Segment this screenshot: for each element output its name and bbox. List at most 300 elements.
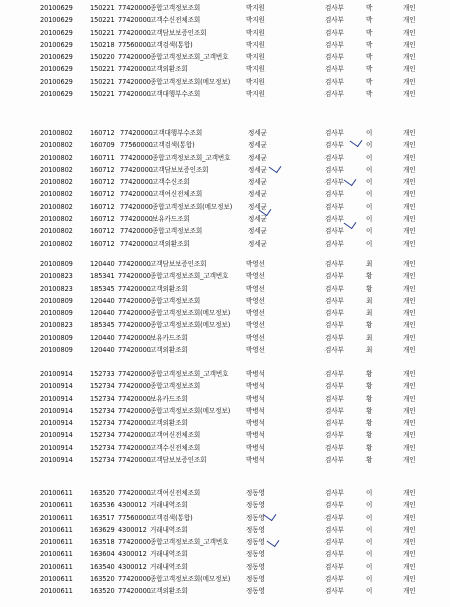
log-row bbox=[0, 573, 450, 585]
inquiry-type-cell: 종합고객정보조회 bbox=[150, 296, 201, 305]
date-cell: 20100914 bbox=[40, 370, 73, 378]
department-cell: 검사부 bbox=[325, 272, 344, 281]
inquiry-type-cell: 거래내역조회 bbox=[150, 550, 188, 559]
initial-cell: 황 bbox=[366, 443, 373, 452]
terminal-code-cell: 77420000 bbox=[118, 419, 151, 428]
inquiry-type-cell: 종합고객정보조회_고객번호 bbox=[150, 370, 229, 378]
department-cell: 검사부 bbox=[325, 16, 344, 25]
name-cell: 정동영 bbox=[246, 525, 265, 534]
log-section-2 bbox=[0, 127, 450, 250]
initial-cell: 이 bbox=[366, 202, 373, 211]
time-cell: 160712 bbox=[90, 202, 115, 211]
time-cell: 163604 bbox=[90, 550, 115, 559]
account-type-cell: 개인 bbox=[403, 333, 416, 342]
initial-cell: 황 bbox=[366, 394, 373, 403]
time-cell: 152734 bbox=[90, 406, 115, 415]
log-row bbox=[0, 39, 450, 51]
terminal-code-cell: 77420000 bbox=[120, 190, 153, 199]
name-cell: 정세균 bbox=[248, 165, 267, 174]
log-row bbox=[0, 127, 450, 139]
department-cell: 검사부 bbox=[325, 321, 344, 330]
inquiry-type-cell: 종합고객정보조회_고객번호 bbox=[150, 538, 229, 547]
terminal-code-cell: 77420000 bbox=[120, 129, 153, 137]
account-type-cell: 개인 bbox=[403, 419, 416, 428]
time-cell: 163536 bbox=[90, 501, 115, 510]
time-cell: 150221 bbox=[90, 77, 115, 86]
account-type-cell: 개인 bbox=[403, 575, 416, 584]
terminal-code-cell: 77420000 bbox=[118, 284, 151, 293]
department-cell: 검사부 bbox=[325, 346, 344, 355]
initial-cell: 이 bbox=[366, 489, 373, 497]
account-type-cell: 개인 bbox=[403, 215, 416, 224]
account-type-cell: 개인 bbox=[403, 90, 416, 99]
terminal-code-cell: 77420000 bbox=[118, 309, 151, 318]
account-type-cell: 개인 bbox=[403, 370, 416, 378]
initial-cell: 이 bbox=[366, 129, 373, 137]
initial-cell: 이 bbox=[366, 538, 373, 547]
inquiry-type-cell: 종합고객정보조회(메모정보) bbox=[150, 406, 231, 415]
name-cell: 정세균 bbox=[248, 178, 267, 187]
initial-cell: 이 bbox=[366, 550, 373, 559]
account-type-cell: 개인 bbox=[403, 346, 416, 355]
log-row bbox=[0, 76, 450, 88]
terminal-code-cell: 77420000 bbox=[118, 489, 151, 497]
log-row bbox=[0, 548, 450, 560]
account-type-cell: 개인 bbox=[403, 141, 416, 150]
date-cell: 20100629 bbox=[40, 16, 73, 25]
account-type-cell: 개인 bbox=[403, 587, 416, 596]
time-cell: 152734 bbox=[90, 394, 115, 403]
time-cell: 160709 bbox=[90, 141, 115, 150]
terminal-code-cell: 4300012 bbox=[118, 550, 147, 559]
time-cell: 160711 bbox=[90, 153, 115, 162]
name-cell: 박영선 bbox=[246, 284, 265, 293]
log-section-3 bbox=[0, 258, 450, 356]
time-cell: 160712 bbox=[90, 165, 115, 174]
time-cell: 152734 bbox=[90, 431, 115, 440]
log-row bbox=[0, 344, 450, 356]
time-cell: 120440 bbox=[90, 309, 115, 318]
department-cell: 검사부 bbox=[325, 239, 344, 248]
time-cell: 152734 bbox=[90, 456, 115, 465]
department-cell: 검사부 bbox=[325, 587, 344, 596]
name-cell: 박병석 bbox=[246, 382, 265, 391]
date-cell: 20100914 bbox=[40, 406, 73, 415]
terminal-code-cell: 77560000 bbox=[118, 40, 151, 49]
name-cell: 박영선 bbox=[246, 296, 265, 305]
account-type-cell: 개인 bbox=[403, 153, 416, 162]
initial-cell: 이 bbox=[366, 141, 373, 150]
time-cell: 150221 bbox=[90, 65, 115, 74]
department-cell: 검사부 bbox=[325, 90, 344, 99]
inquiry-type-cell: 고객대행부수조회 bbox=[150, 90, 201, 99]
date-cell: 20100823 bbox=[40, 321, 73, 330]
department-cell: 검사부 bbox=[325, 141, 344, 150]
log-row bbox=[0, 368, 450, 380]
terminal-code-cell: 77420000 bbox=[118, 90, 151, 99]
initial-cell: 박 bbox=[366, 65, 373, 74]
name-cell: 정동영 bbox=[246, 513, 265, 522]
terminal-code-cell: 4300012 bbox=[118, 525, 147, 534]
department-cell: 검사부 bbox=[325, 538, 344, 547]
account-type-cell: 개인 bbox=[403, 309, 416, 318]
account-type-cell: 개인 bbox=[403, 456, 416, 465]
name-cell: 정동영 bbox=[246, 538, 265, 547]
inquiry-type-cell: 종합고객정보조회(메모정보) bbox=[152, 202, 233, 211]
log-section-1 bbox=[0, 2, 450, 100]
account-type-cell: 개인 bbox=[403, 239, 416, 248]
date-cell: 20100914 bbox=[40, 394, 73, 403]
department-cell: 검사부 bbox=[325, 309, 344, 318]
time-cell: 160712 bbox=[90, 129, 115, 137]
log-row bbox=[0, 258, 450, 270]
name-cell: 박지원 bbox=[246, 90, 265, 99]
name-cell: 박병석 bbox=[246, 370, 265, 378]
name-cell: 박지원 bbox=[246, 16, 265, 25]
account-type-cell: 개인 bbox=[403, 501, 416, 510]
terminal-code-cell: 77420000 bbox=[118, 16, 151, 25]
log-row bbox=[0, 307, 450, 319]
department-cell: 검사부 bbox=[325, 178, 344, 187]
date-cell: 20100629 bbox=[40, 53, 73, 62]
inquiry-type-cell: 보유카드조회 bbox=[150, 394, 188, 403]
date-cell: 20100809 bbox=[40, 309, 73, 318]
inquiry-type-cell: 고객여신전체조회 bbox=[150, 431, 201, 440]
time-cell: 163520 bbox=[90, 489, 115, 497]
department-cell: 검사부 bbox=[325, 260, 344, 268]
date-cell: 20100809 bbox=[40, 296, 73, 305]
date-cell: 20100802 bbox=[40, 178, 73, 187]
log-section-4 bbox=[0, 368, 450, 466]
account-type-cell: 개인 bbox=[403, 394, 416, 403]
account-type-cell: 개인 bbox=[403, 260, 416, 268]
date-cell: 20100629 bbox=[40, 28, 73, 37]
department-cell: 검사부 bbox=[325, 382, 344, 391]
inquiry-type-cell: 고객대행부수조회 bbox=[152, 129, 203, 137]
department-cell: 검사부 bbox=[325, 4, 344, 12]
name-cell: 정동영 bbox=[246, 501, 265, 510]
initial-cell: 황 bbox=[366, 382, 373, 391]
department-cell: 검사부 bbox=[325, 28, 344, 37]
name-cell: 정동영 bbox=[246, 562, 265, 571]
inquiry-type-cell: 종합고객정보조회(메모정보) bbox=[150, 77, 231, 86]
time-cell: 185341 bbox=[90, 272, 115, 281]
time-cell: 120440 bbox=[90, 260, 115, 268]
log-row bbox=[0, 454, 450, 466]
inquiry-type-cell: 종합고객정보조회 bbox=[150, 382, 201, 391]
department-cell: 검사부 bbox=[325, 153, 344, 162]
time-cell: 163629 bbox=[90, 525, 115, 534]
inquiry-type-cell: 종합고객정보조회_고객번호 bbox=[150, 53, 229, 62]
initial-cell: 황 bbox=[366, 419, 373, 428]
department-cell: 검사부 bbox=[325, 406, 344, 415]
date-cell: 20100802 bbox=[40, 202, 73, 211]
initial-cell: 이 bbox=[366, 178, 373, 187]
department-cell: 검사부 bbox=[325, 501, 344, 510]
initial-cell: 황 bbox=[366, 321, 373, 330]
date-cell: 20100611 bbox=[40, 575, 73, 584]
initial-cell: 박 bbox=[366, 90, 373, 99]
time-cell: 160712 bbox=[90, 178, 115, 187]
log-row bbox=[0, 14, 450, 26]
date-cell: 20100611 bbox=[40, 562, 73, 571]
date-cell: 20100802 bbox=[40, 239, 73, 248]
date-cell: 20100809 bbox=[40, 260, 73, 268]
department-cell: 검사부 bbox=[325, 333, 344, 342]
department-cell: 검사부 bbox=[325, 284, 344, 293]
inquiry-type-cell: 고객검색(통합) bbox=[152, 141, 195, 150]
terminal-code-cell: 77420000 bbox=[118, 260, 151, 268]
time-cell: 185345 bbox=[90, 321, 115, 330]
initial-cell: 황 bbox=[366, 284, 373, 293]
log-row bbox=[0, 405, 450, 417]
time-cell: 120440 bbox=[90, 333, 115, 342]
log-row bbox=[0, 512, 450, 524]
terminal-code-cell: 77420000 bbox=[120, 178, 153, 187]
initial-cell: 이 bbox=[366, 562, 373, 571]
date-cell: 20100809 bbox=[40, 333, 73, 342]
inquiry-type-cell: 고객여신전체조회 bbox=[152, 190, 203, 199]
department-cell: 검사부 bbox=[325, 431, 344, 440]
date-cell: 20100611 bbox=[40, 489, 73, 497]
name-cell: 박병석 bbox=[246, 431, 265, 440]
name-cell: 정동영 bbox=[246, 489, 265, 497]
terminal-code-cell: 77420000 bbox=[118, 394, 151, 403]
account-type-cell: 개인 bbox=[403, 272, 416, 281]
time-cell: 163518 bbox=[90, 538, 115, 547]
terminal-code-cell: 77420000 bbox=[118, 321, 151, 330]
department-cell: 검사부 bbox=[325, 525, 344, 534]
name-cell: 정세균 bbox=[248, 202, 267, 211]
time-cell: 120440 bbox=[90, 296, 115, 305]
date-cell: 20100802 bbox=[40, 190, 73, 199]
log-row bbox=[0, 164, 450, 176]
initial-cell: 이 bbox=[366, 227, 373, 236]
department-cell: 검사부 bbox=[325, 65, 344, 74]
terminal-code-cell: 77560000 bbox=[118, 513, 151, 522]
date-cell: 20100629 bbox=[40, 40, 73, 49]
initial-cell: 최 bbox=[366, 260, 373, 268]
log-row bbox=[0, 270, 450, 282]
terminal-code-cell: 77420000 bbox=[118, 370, 151, 378]
log-row bbox=[0, 536, 450, 548]
account-type-cell: 개인 bbox=[403, 382, 416, 391]
date-cell: 20100802 bbox=[40, 141, 73, 150]
account-type-cell: 개인 bbox=[403, 202, 416, 211]
initial-cell: 이 bbox=[366, 513, 373, 522]
terminal-code-cell: 77420000 bbox=[120, 215, 153, 224]
time-cell: 152734 bbox=[90, 382, 115, 391]
inquiry-type-cell: 고객수신전체조회 bbox=[150, 443, 201, 452]
terminal-code-cell: 77420000 bbox=[118, 431, 151, 440]
time-cell: 120440 bbox=[90, 346, 115, 355]
log-row bbox=[0, 332, 450, 344]
log-row bbox=[0, 27, 450, 39]
log-row bbox=[0, 295, 450, 307]
time-cell: 160712 bbox=[90, 215, 115, 224]
department-cell: 검사부 bbox=[325, 40, 344, 49]
department-cell: 검사부 bbox=[325, 165, 344, 174]
name-cell: 박지원 bbox=[246, 77, 265, 86]
date-cell: 20100802 bbox=[40, 165, 73, 174]
department-cell: 검사부 bbox=[325, 370, 344, 378]
initial-cell: 황 bbox=[366, 406, 373, 415]
terminal-code-cell: 77420000 bbox=[120, 165, 153, 174]
account-type-cell: 개인 bbox=[403, 562, 416, 571]
log-row bbox=[0, 499, 450, 511]
date-cell: 20100823 bbox=[40, 272, 73, 281]
account-type-cell: 개인 bbox=[403, 431, 416, 440]
account-type-cell: 개인 bbox=[403, 227, 416, 236]
department-cell: 검사부 bbox=[325, 443, 344, 452]
inquiry-type-cell: 종합고객정보조회(메모정보) bbox=[150, 321, 231, 330]
name-cell: 박병석 bbox=[246, 406, 265, 415]
account-type-cell: 개인 bbox=[403, 538, 416, 547]
account-type-cell: 개인 bbox=[403, 16, 416, 25]
time-cell: 150221 bbox=[90, 4, 115, 12]
initial-cell: 박 bbox=[366, 28, 373, 37]
department-cell: 검사부 bbox=[325, 227, 344, 236]
initial-cell: 이 bbox=[366, 165, 373, 174]
inquiry-type-cell: 보유카드조회 bbox=[150, 333, 188, 342]
account-type-cell: 개인 bbox=[403, 284, 416, 293]
terminal-code-cell: 77420000 bbox=[118, 346, 151, 355]
inquiry-type-cell: 거래내역조회 bbox=[150, 525, 188, 534]
initial-cell: 황 bbox=[366, 370, 373, 378]
account-type-cell: 개인 bbox=[403, 443, 416, 452]
date-cell: 20100802 bbox=[40, 215, 73, 224]
terminal-code-cell: 4300012 bbox=[118, 501, 147, 510]
account-type-cell: 개인 bbox=[403, 4, 416, 12]
department-cell: 검사부 bbox=[325, 77, 344, 86]
initial-cell: 최 bbox=[366, 296, 373, 305]
name-cell: 정세균 bbox=[248, 129, 267, 137]
department-cell: 검사부 bbox=[325, 456, 344, 465]
date-cell: 20100611 bbox=[40, 525, 73, 534]
initial-cell: 이 bbox=[366, 575, 373, 584]
date-cell: 20100802 bbox=[40, 227, 73, 236]
department-cell: 검사부 bbox=[325, 53, 344, 62]
inquiry-type-cell: 종합고객정보조회_고객번호 bbox=[150, 272, 229, 281]
initial-cell: 박 bbox=[366, 40, 373, 49]
inquiry-type-cell: 고객외환조회 bbox=[150, 587, 188, 596]
department-cell: 검사부 bbox=[325, 550, 344, 559]
time-cell: 163520 bbox=[90, 587, 115, 596]
name-cell: 박지원 bbox=[246, 28, 265, 37]
initial-cell: 박 bbox=[366, 77, 373, 86]
date-cell: 20100914 bbox=[40, 419, 73, 428]
name-cell: 정세균 bbox=[248, 215, 267, 224]
initial-cell: 이 bbox=[366, 215, 373, 224]
inquiry-type-cell: 고객수신조회 bbox=[152, 178, 190, 187]
log-row bbox=[0, 393, 450, 405]
time-cell: 185345 bbox=[90, 284, 115, 293]
name-cell: 정동영 bbox=[246, 587, 265, 596]
inquiry-type-cell: 고객외환조회 bbox=[150, 346, 188, 355]
account-type-cell: 개인 bbox=[403, 129, 416, 137]
date-cell: 20100629 bbox=[40, 4, 73, 12]
log-row bbox=[0, 283, 450, 295]
log-row bbox=[0, 524, 450, 536]
terminal-code-cell: 77420000 bbox=[118, 382, 151, 391]
account-type-cell: 개인 bbox=[403, 178, 416, 187]
inquiry-type-cell: 종합고객정보조회(메모정보) bbox=[150, 309, 231, 318]
log-row bbox=[0, 238, 450, 250]
log-row bbox=[0, 51, 450, 63]
terminal-code-cell: 77420000 bbox=[118, 333, 151, 342]
date-cell: 20100611 bbox=[40, 550, 73, 559]
name-cell: 박병석 bbox=[246, 419, 265, 428]
log-row bbox=[0, 176, 450, 188]
terminal-code-cell: 77420000 bbox=[118, 53, 151, 62]
department-cell: 검사부 bbox=[325, 129, 344, 137]
initial-cell: 박 bbox=[366, 4, 373, 12]
initial-cell: 황 bbox=[366, 431, 373, 440]
terminal-code-cell: 77420000 bbox=[118, 406, 151, 415]
inquiry-type-cell: 보유카드조회 bbox=[152, 215, 190, 224]
name-cell: 박지원 bbox=[246, 40, 265, 49]
account-type-cell: 개인 bbox=[403, 53, 416, 62]
date-cell: 20100611 bbox=[40, 513, 73, 522]
account-type-cell: 개인 bbox=[403, 28, 416, 37]
inquiry-type-cell: 고객수신전체조회 bbox=[150, 16, 201, 25]
name-cell: 정세균 bbox=[248, 239, 267, 248]
name-cell: 박지원 bbox=[246, 65, 265, 74]
date-cell: 20100914 bbox=[40, 382, 73, 391]
log-row bbox=[0, 139, 450, 151]
terminal-code-cell: 77420000 bbox=[118, 575, 151, 584]
log-row bbox=[0, 442, 450, 454]
date-cell: 20100914 bbox=[40, 456, 73, 465]
log-row bbox=[0, 63, 450, 75]
initial-cell: 이 bbox=[366, 525, 373, 534]
account-type-cell: 개인 bbox=[403, 65, 416, 74]
account-type-cell: 개인 bbox=[403, 321, 416, 330]
inquiry-type-cell: 고객담보보증인조회 bbox=[152, 165, 209, 174]
account-type-cell: 개인 bbox=[403, 165, 416, 174]
time-cell: 150221 bbox=[90, 90, 115, 99]
time-cell: 150220 bbox=[90, 53, 115, 62]
log-row bbox=[0, 561, 450, 573]
time-cell: 150221 bbox=[90, 16, 115, 25]
name-cell: 박병석 bbox=[246, 456, 265, 465]
terminal-code-cell: 77420000 bbox=[118, 28, 151, 37]
initial-cell: 이 bbox=[366, 239, 373, 248]
initial-cell: 이 bbox=[366, 153, 373, 162]
account-type-cell: 개인 bbox=[403, 77, 416, 86]
name-cell: 정세균 bbox=[248, 190, 267, 199]
inquiry-type-cell: 종합고객정보조회_고객번호 bbox=[152, 153, 231, 162]
date-cell: 20100629 bbox=[40, 65, 73, 74]
inquiry-type-cell: 종합고객정보조회 bbox=[150, 4, 201, 12]
log-row bbox=[0, 380, 450, 392]
department-cell: 검사부 bbox=[325, 489, 344, 497]
terminal-code-cell: 77420000 bbox=[118, 456, 151, 465]
date-cell: 20100914 bbox=[40, 443, 73, 452]
log-row bbox=[0, 429, 450, 441]
department-cell: 검사부 bbox=[325, 296, 344, 305]
department-cell: 검사부 bbox=[325, 215, 344, 224]
date-cell: 20100629 bbox=[40, 90, 73, 99]
name-cell: 박지원 bbox=[246, 4, 265, 12]
initial-cell: 황 bbox=[366, 456, 373, 465]
terminal-code-cell: 77420000 bbox=[120, 153, 153, 162]
terminal-code-cell: 77420000 bbox=[118, 65, 151, 74]
name-cell: 박병석 bbox=[246, 443, 265, 452]
date-cell: 20100914 bbox=[40, 431, 73, 440]
log-row bbox=[0, 201, 450, 213]
inquiry-type-cell: 거래내역조회 bbox=[150, 562, 188, 571]
